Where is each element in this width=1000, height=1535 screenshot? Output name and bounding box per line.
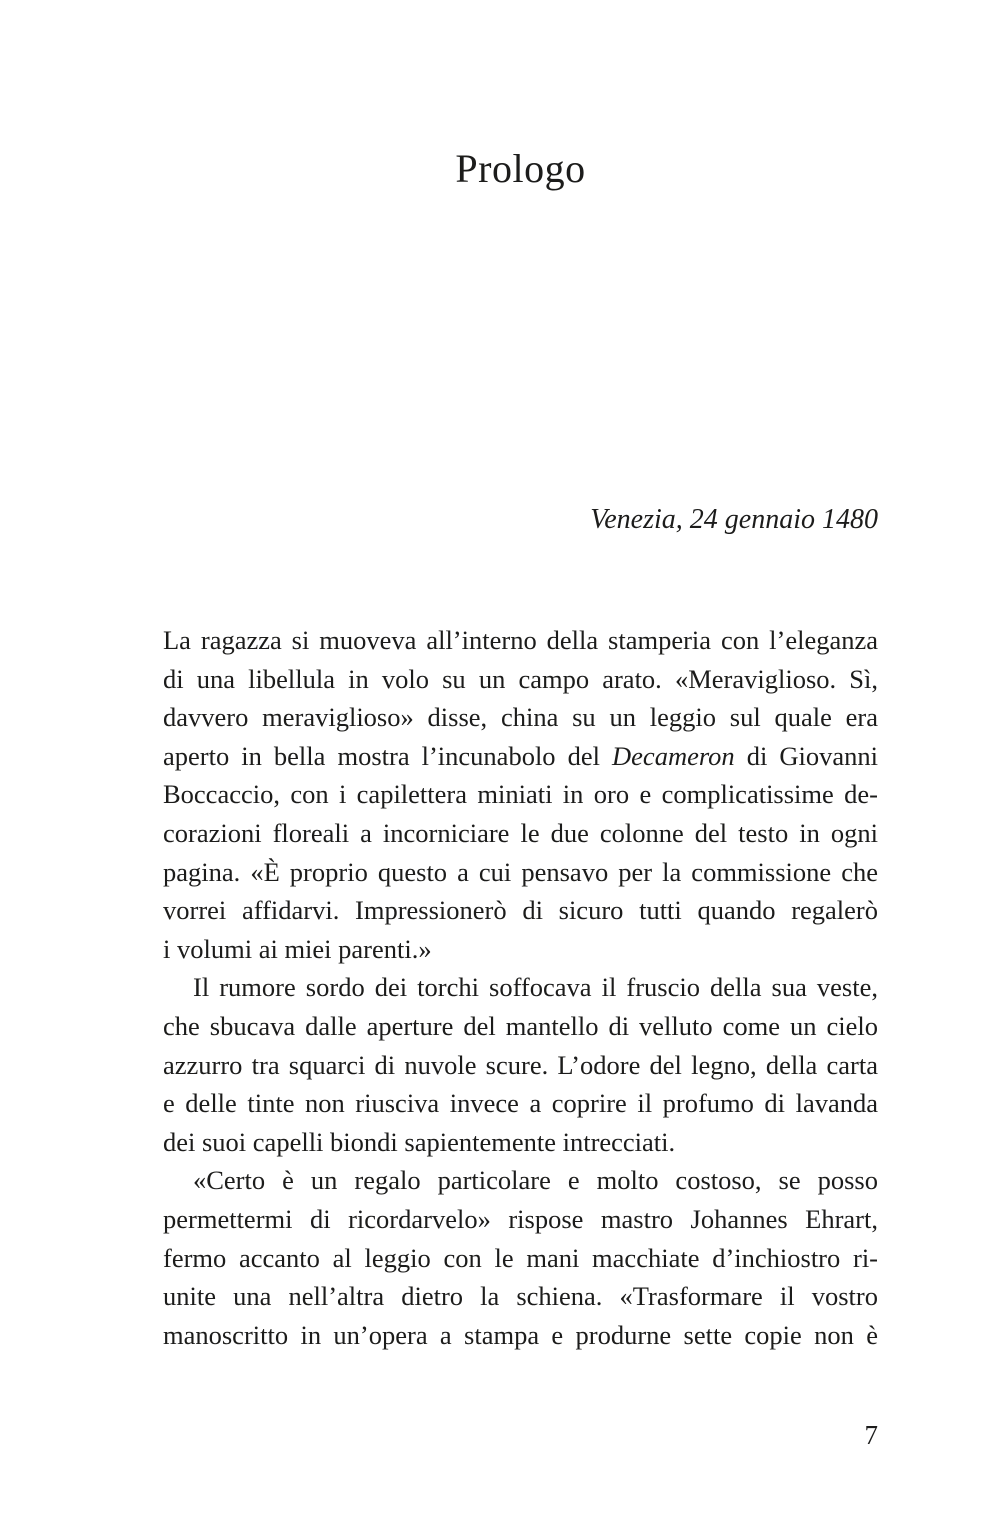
dateline: Venezia, 24 gennaio 1480	[590, 504, 878, 535]
text-segment: davvero meraviglioso» disse, china su un leggio sul quale era	[163, 702, 878, 733]
text-segment: e delle tinte non riusciva invece a coprire il profumo di lavanda	[163, 1088, 878, 1119]
body-text	[163, 621, 878, 1354]
text-segment: vorrei affidarvi. Impressionerò di sicuro tutti quando regalerò	[163, 895, 878, 926]
text-line	[163, 930, 878, 969]
chapter-title: Prologo	[455, 146, 586, 191]
text-line	[163, 775, 878, 814]
text-line	[163, 1084, 878, 1123]
paragraph	[163, 968, 878, 1161]
text-line	[163, 698, 878, 737]
text-segment: unite una nell’altra dietro la schiena. «Trasformare il vostro	[163, 1281, 878, 1312]
paragraph	[163, 621, 878, 968]
paragraph	[163, 1161, 878, 1354]
text-line	[163, 1007, 878, 1046]
text-line	[163, 1046, 878, 1085]
page-number: 7	[864, 1420, 878, 1450]
text-line	[163, 814, 878, 853]
italic-text: Decameron	[612, 740, 735, 771]
text-segment: «Certo è un regalo particolare e molto costoso, se posso	[193, 1165, 878, 1196]
text-line	[163, 1316, 878, 1355]
text-line	[163, 1239, 878, 1278]
text-line	[163, 1161, 878, 1200]
text-segment: La ragazza si muoveva all’interno della stamperia con l’eleganza	[163, 625, 878, 655]
text-segment: fermo accanto al leggio con le mani macchiate d’inchiostro ri-	[163, 1242, 878, 1273]
text-line	[163, 1277, 878, 1316]
text-line	[163, 737, 878, 776]
text-segment: di Giovanni	[734, 740, 878, 771]
text-segment: aperto in bella mostra l’incunabolo del	[163, 740, 613, 771]
text-segment: dei suoi capelli biondi sapientemente intrecciati.	[163, 1126, 676, 1157]
text-segment: manoscritto in un’opera a stampa e produrne sette copie non è	[163, 1319, 878, 1350]
text-line	[163, 853, 878, 892]
text-line	[163, 660, 878, 699]
text-line	[163, 968, 878, 1007]
text-line	[163, 1200, 878, 1239]
text-segment: di una libellula in volo su un campo arato. «Meraviglioso. Sì,	[163, 663, 878, 694]
text-line	[163, 621, 878, 660]
text-segment: corazioni floreali a incorniciare le due colonne del testo in ogni	[163, 817, 878, 848]
text-segment: permettermi di ricordarvelo» rispose mastro Johannes Ehrart,	[163, 1203, 878, 1234]
text-line	[163, 891, 878, 930]
text-segment: pagina. «È proprio questo a cui pensavo per la commissione che	[163, 856, 878, 887]
text-segment: che sbucava dalle aperture del mantello di velluto come un cielo	[163, 1010, 878, 1041]
text-segment: Il rumore sordo dei torchi soffocava il fruscio della sua veste,	[193, 972, 878, 1003]
text-segment: i volumi ai miei parenti.»	[163, 933, 432, 964]
text-segment: azzurro tra squarci di nuvole scure. L’odore del legno, della carta	[163, 1049, 878, 1080]
text-segment: Boccaccio, con i capilettera miniati in oro e complicatissime de-	[163, 779, 878, 810]
text-line	[163, 1123, 878, 1162]
